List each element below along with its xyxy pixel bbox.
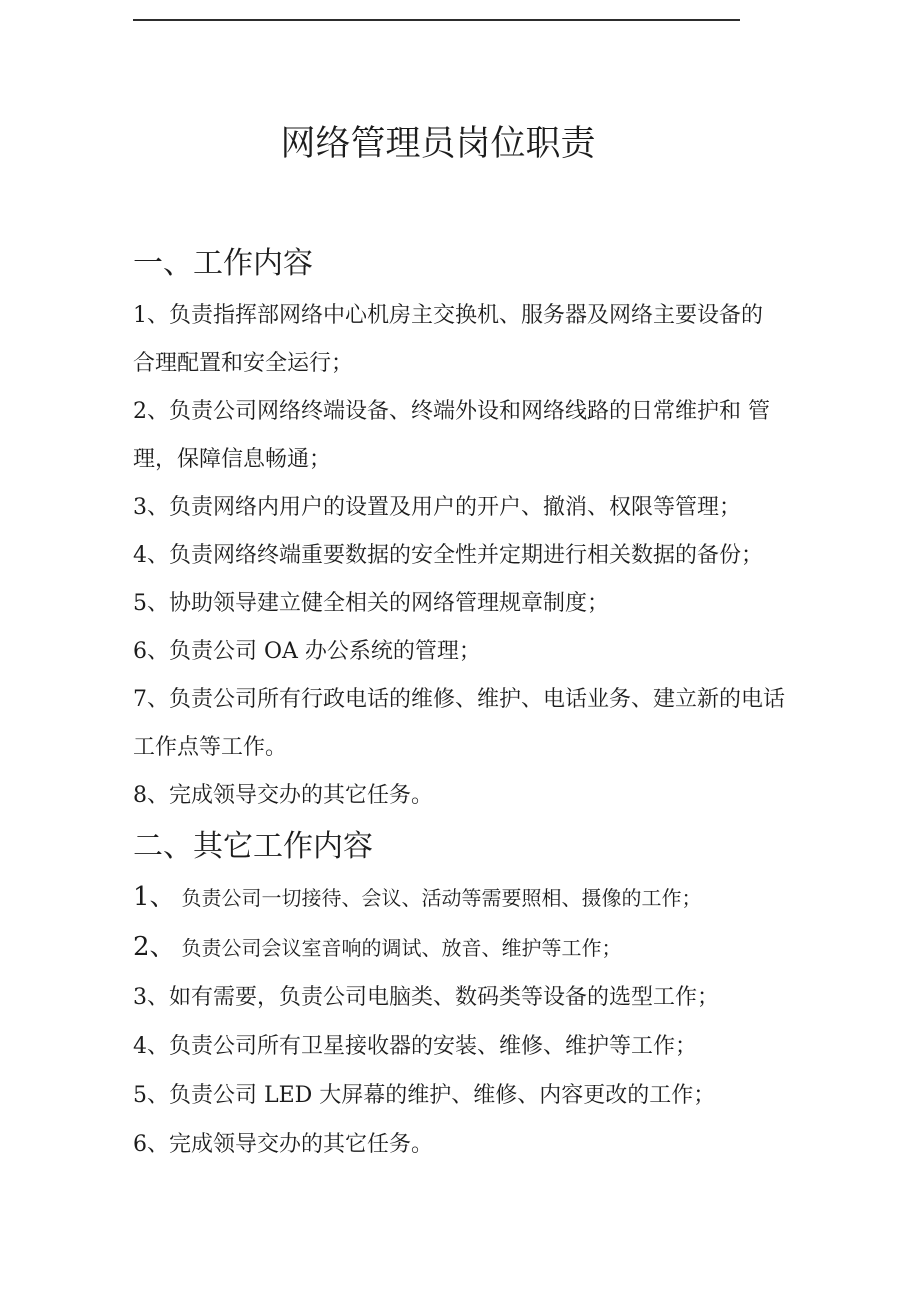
- item-number: 2、: [133, 932, 176, 962]
- line-text: 合理配置和安全运行；: [133, 351, 354, 376]
- line-text: 3、如有需要，负责公司电脑类、数码类等设备的选型工作；: [133, 985, 719, 1010]
- document-line: [133, 973, 743, 1022]
- line-text: 理，保障信息畅通；: [133, 447, 332, 472]
- document-line: [133, 484, 743, 532]
- line-text: 3、负责网络内用户的设置及用户的开户、撤消、权限等管理；: [133, 495, 741, 520]
- section-heading-work-content: 一、工作内容: [133, 246, 313, 281]
- document-line: [133, 873, 743, 923]
- document-line: [133, 1071, 743, 1120]
- document-content: [133, 122, 785, 1169]
- document-line: [133, 436, 743, 484]
- document-line: [133, 1022, 743, 1071]
- line-text: 6、负责公司 OA 办公系统的管理；: [133, 639, 481, 664]
- line-text: 1、负责指挥部网络中心机房主交换机、服务器及网络主要设备的: [133, 303, 763, 328]
- document-title: 网络管理员岗位职责: [280, 124, 596, 164]
- document-line: [133, 724, 743, 772]
- document-line: [133, 580, 743, 628]
- document-line: [133, 532, 763, 580]
- section-work-content: [133, 245, 785, 820]
- document-line: [133, 292, 763, 340]
- line-text: 5、协助领导建立健全相关的网络管理规章制度；: [133, 591, 609, 616]
- document-line: [133, 676, 785, 724]
- header-rule: [133, 19, 740, 21]
- section-other-work-content: [133, 828, 743, 1169]
- line-text: 7、负责公司所有行政电话的维修、维护、电话业务、建立新的电话: [133, 687, 785, 712]
- line-text: 8、完成领导交办的其它任务。: [133, 783, 433, 808]
- item-number: 1、: [133, 882, 176, 912]
- line-text: 2、负责公司网络终端设备、终端外设和网络线路的日常维护和 管: [133, 399, 770, 424]
- line-text: 工作点等工作。: [133, 735, 288, 760]
- document-line: [133, 772, 743, 820]
- line-text: 4、负责网络终端重要数据的安全性并定期进行相关数据的备份；: [133, 543, 763, 568]
- section-work-content-lines: [133, 292, 785, 820]
- document-line: [133, 923, 743, 973]
- line-text: 4、负责公司所有卫星接收器的安装、维修、维护等工作；: [133, 1034, 697, 1059]
- line-text: 5、负责公司 LED 大屏幕的维护、维修、内容更改的工作；: [133, 1083, 716, 1108]
- document-line: [133, 388, 770, 436]
- section-other-work-content-lines: [133, 873, 743, 1169]
- line-text: 负责公司会议室音响的调试、放音、维护等工作；: [181, 936, 622, 960]
- line-text: 6、完成领导交办的其它任务。: [133, 1132, 433, 1157]
- document-line: [133, 1120, 743, 1169]
- document-line: [133, 340, 743, 388]
- section-heading-other-work-content: 二、其它工作内容: [133, 829, 373, 864]
- document-line: [133, 628, 743, 676]
- line-text: 负责公司一切接待、会议、活动等需要照相、摄像的工作；: [181, 886, 702, 910]
